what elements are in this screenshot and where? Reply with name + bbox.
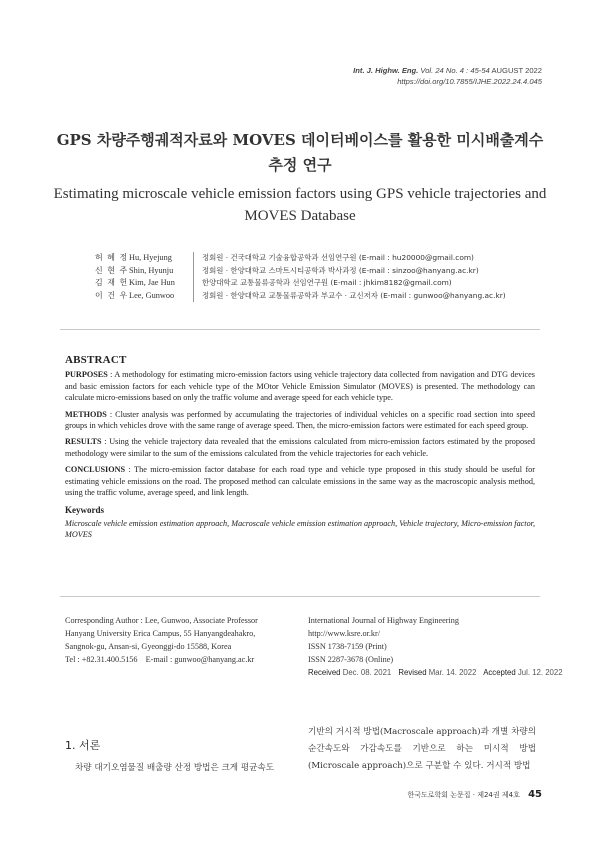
author-english-name: Hu, Hyejung xyxy=(129,253,172,262)
abstract-purposes: PURPOSES : A methodology for estimating micro-emission factors using vehicle trajectory data collected from navigation and DTG devices and basic emission factors for each vehicle type of the MOtor Vehicle Emission Simulator (MOVES) is presented. The methodology can calculate micro-emissions based on only the traffic volume and average speed for each vehicle type. xyxy=(65,370,535,403)
english-title: Estimating microscale vehicle emission factors using GPS vehicle trajectories and MOVES Database xyxy=(53,186,547,224)
author-english-name: Lee, Gunwoo xyxy=(129,290,175,300)
author-affiliation: 정회원 · 건국대학교 기술융합공학과 선임연구원 (E-mail : hu20000@gmail.com) xyxy=(193,252,474,265)
journal-abbr: Int. J. Highw. Eng. xyxy=(353,66,419,75)
correspondence-contact: Tel : +82.31.400.5156 E-mail : gunwoo@hanyang.ac.kr xyxy=(65,655,255,664)
abstract-methods: METHODS : Cluster analysis was performed by accumulating the trajectories of individual vehicles on a specific road section into speed groups in which vehicles drove with the same range of average speed. Then, the micro-emission factors were estimated for each speed group. xyxy=(65,409,535,431)
issn-online: ISSN 2287-3678 (Online) xyxy=(308,655,394,664)
divider xyxy=(60,329,540,330)
page-number: 45 xyxy=(528,789,542,800)
abstract-conclusions: CONCLUSIONS : The micro-emission factor database for each road type and vehicle type proposed in this study should be useful for estimating vehicle emissions on the road. The proposed method can calculate emissions in the same way as the macroscopic analysis method, using the traffic volume, average speed, and link length. xyxy=(65,465,535,498)
journal-header xyxy=(353,65,542,87)
section-heading: 1. 서론 xyxy=(65,739,101,752)
author-affiliation: 정회원 · 한양대학교 교통물류공학과 부교수 · 교신저자 (E-mail : gunwoo@hanyang.ac.kr) xyxy=(193,290,506,303)
footer-journal: 한국도로학회 논문집 · 제24권 제4호 xyxy=(407,791,520,799)
keywords-text: Microscale vehicle emission estimation approach, Macroscale vehicle emission estimation approach, Vehicle trajectory, Micro-emission factor, MOVES xyxy=(65,518,535,540)
doi-link[interactable]: https://doi.org/10.7855/IJHE.2022.24.4.045 xyxy=(397,77,542,86)
issn-print: ISSN 1738-7159 (Print) xyxy=(308,642,387,651)
body-paragraph-left: 차량 대기오염물질 배출량 산정 방법은 크게 평균속도 xyxy=(75,763,275,773)
journal-name: International Journal of Highway Engineering xyxy=(308,616,459,625)
author-list xyxy=(95,252,506,302)
author-english-name: Kim, Jae Hun xyxy=(129,278,175,287)
keywords-heading: Keywords xyxy=(65,505,104,516)
author-affiliation: 한양대학교 교통물류공학과 선임연구원 (E-mail : jhkim8182@gmail.com) xyxy=(193,277,452,290)
author-affiliation: 정회원 · 한양대학교 스마트시티공학과 박사과정 (E-mail : sinzoo@hanyang.ac.kr) xyxy=(193,265,479,278)
abstract-heading: ABSTRACT xyxy=(65,354,127,366)
author-korean-name: 이 건 우 xyxy=(95,290,129,300)
journal-url[interactable]: http://www.ksre.or.kr/ xyxy=(308,629,381,638)
author-row xyxy=(95,265,506,278)
journal-citation xyxy=(353,65,542,76)
page-footer xyxy=(407,789,542,800)
author-korean-name: 김 재 헌 xyxy=(95,278,129,287)
submission-dates: Received Dec. 08. 2021 Revised Mar. 14. 2022 Accepted Jul. 12. 2022 xyxy=(308,668,563,677)
volume-info: Vol. 24 No. 4 : 45-54 xyxy=(420,66,490,75)
divider xyxy=(60,596,540,597)
author-korean-name: 신 현 주 xyxy=(95,265,129,275)
body-paragraph-right: 기반의 거시적 방법(Macroscale approach)과 개별 차량의 순간속도와 가감속도를 기반으로 하는 미시적 방법(Microscale approach)으로 구분할 수 있다. 거시적 방법 xyxy=(308,727,536,771)
issue-date: AUGUST 2022 xyxy=(491,66,542,75)
journal-info-block xyxy=(308,614,568,679)
korean-title: GPS 차량주행궤적자료와 MOVES 데이터베이스를 활용한 미시배출계수 추정 연구 xyxy=(56,131,544,174)
correspondence-block: Corresponding Author : Lee, Gunwoo, Associate Professor Hanyang University Erica Campus, 55 Hanyangdeahakro, Sangnok-gu, Ansan-si, Gyeonggi-do 15588, Korea Tel : +82.31.400.5156 E-mail : gunwoo@hanyang.ac.kr xyxy=(65,616,258,664)
author-english-name: Shin, Hyunju xyxy=(129,265,174,275)
author-korean-name: 허 혜 정 xyxy=(95,253,129,262)
author-row xyxy=(95,277,506,290)
author-row xyxy=(95,252,506,265)
abstract-section xyxy=(65,355,535,541)
abstract-results: RESULTS : Using the vehicle trajectory data revealed that the emissions calculated from micro-emission factors estimated by the proposed methodology were similar to the sum of the emissions calculated from the vehicle trajectories for each vehicle. xyxy=(65,437,535,458)
author-row xyxy=(95,290,506,303)
